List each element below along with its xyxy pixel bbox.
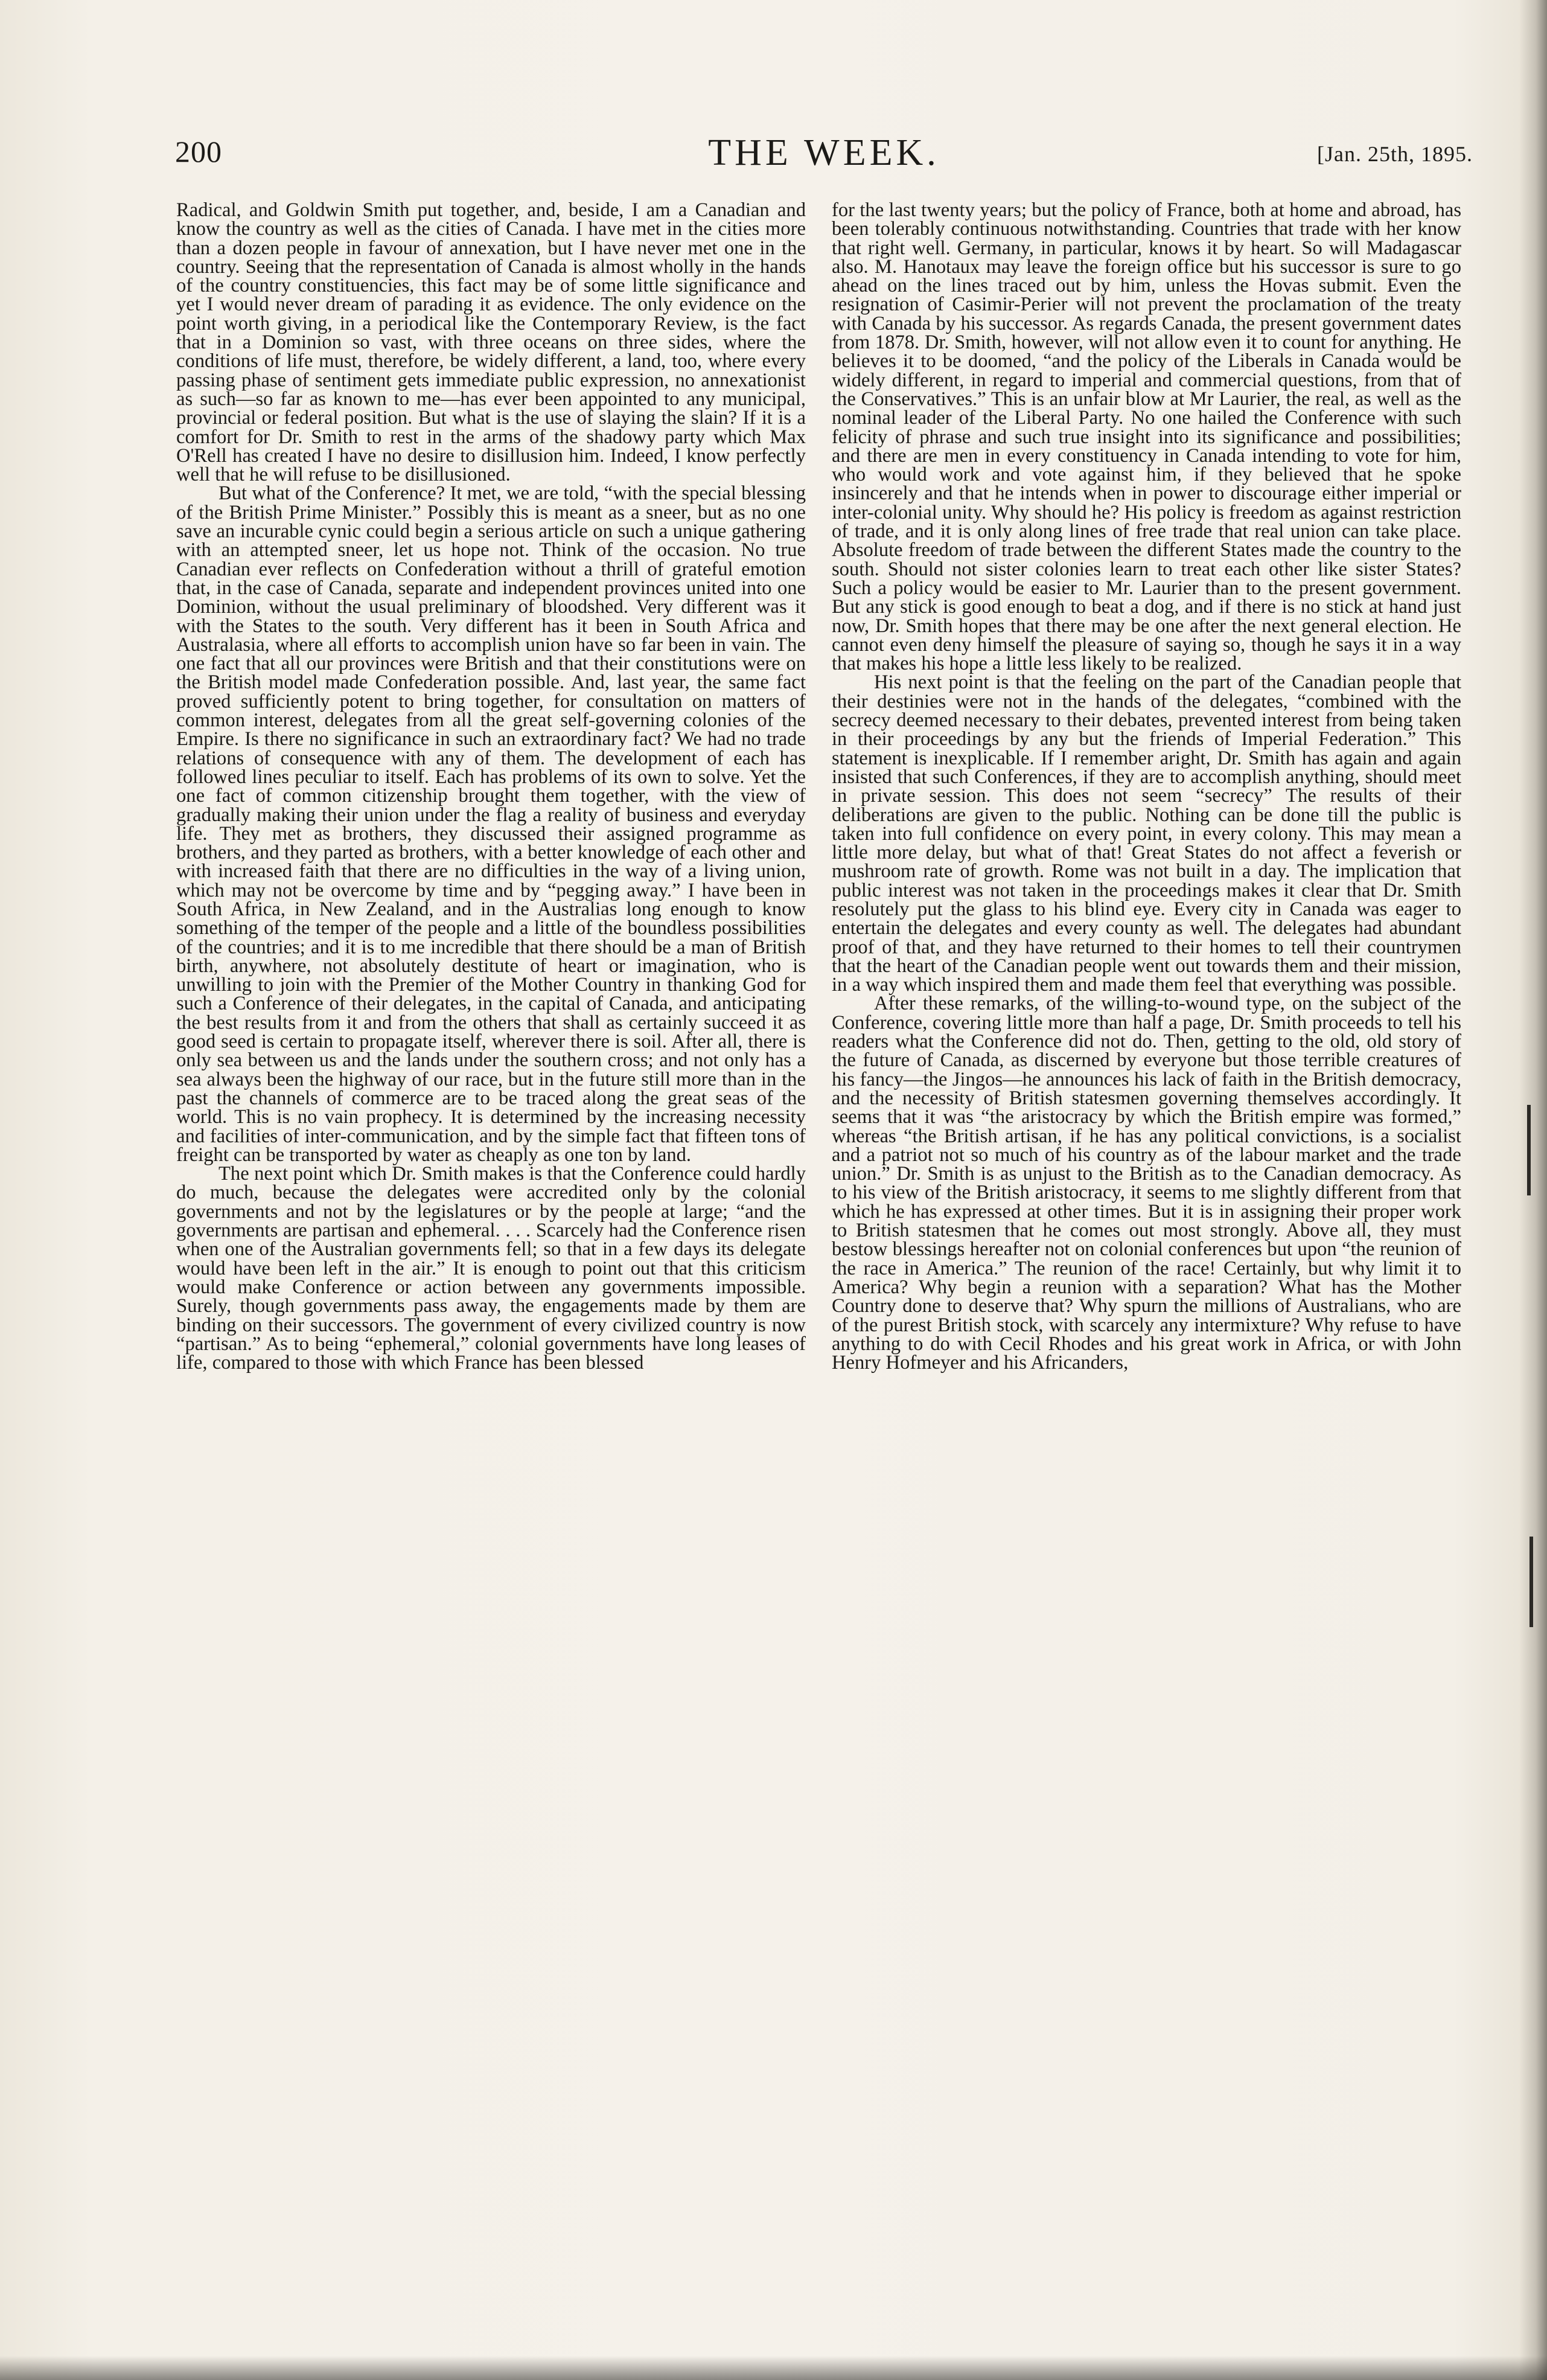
paragraph: But what of the Conference? It met, we are told, “with the special blessing of the British Prime Minister.” Possibly this is meant as a sneer, but as no one save an incurable cynic could begin a serious article on such a unique gathering with an attempted sneer, let us hope not. Think of the occasion. No true Canadian ever reflects on Confederation without a thrill of grateful emotion that, in the case of Canada, separate and independent provinces united into one Dominion, without the usual preliminary of bloodshed. Very different was it with the States to the south. Very different has it been in South Africa and Australasia, where all efforts to accomplish union have so far been in vain. The one fact that all our provinces were British and that their constitutions were on the British model made Confederation possible. And, last year, the same fact proved sufficiently potent to bring together, for consultation on matters of common interest, delegates from all the great self-governing colonies of the Empire. Is there no significance in such an extraordinary fact? We had no trade relations of consequence with any of them. The development of each has followed lines peculiar to itself. Each has problems of its own to solve. Yet the one fact of common citizenship brought them together, with the view of gradually making their union under the flag a reality of business and everyday life. They met as brothers, they discussed their assigned programme as brothers, and they parted as brothers, with a better knowledge of each other and with increased faith that there are no difficulties in the way of a living union, which may not be overcome by time and by “pegging away.” I have been in South Africa, in New Zealand, and in the Australias long enough to know something of the temper of the people and a little of the boundless possibilities of the countries; and it is to me incredible that there should be a man of British birth, anywhere, not absolutely destitute of heart or imagination, who is unwilling to join with the Premier of the Mother Country in thanking God for such a Conference of their delegates, in the capital of Canada, and anticipating the best results from it and from the others that shall as certainly succeed it as good seed is certain to propagate itself, wherever there is soil. After all, there is only sea between us and the lands under the southern cross; and not only has a sea always been the highway of our race, but in the future still more than in the past the channels of commerce are to be traced along the great seas of the world. This is no vain prophecy. It is determined by the increasing necessity and facilities of inter-communication, and by the simple fact that fifteen tons of freight can be transported by water as cheaply as one ton by land. [176, 482, 806, 1166]
journal-title: THE WEEK. [708, 132, 940, 173]
left-column [176, 201, 806, 2338]
paragraph: The next point which Dr. Smith makes is that the Conference could hardly do much, because the delegates were accredited only by the colonial governments and not by the legislatures or by the people at large; “and the governments are partisan and ephemeral. . . . Scarcely had the Conference risen when one of the Australian governments fell; so that in a few days its delegate would have been left in the air.” It is enough to point out that this criticism would make Conference or action between any governments impossible. Surely, though governments pass away, the engagements made by them are binding on their successors. The government of every civilized country is now “partisan.” As to being “ephemeral,” colonial governments have long leases of life, compared to those with which France has been blessed [176, 1163, 806, 1374]
paragraph: After these remarks, of the willing-to-wound type, on the subject of the Conference, covering little more than half a page, Dr. Smith proceeds to tell his readers what the Conference did not do. Then, getting to the old, old story of the future of Canada, as discerned by everyone but those terrible creatures of his fancy—the Jingos—he announces his lack of faith in the British democracy, and the necessity of British statesmen governing themselves accordingly. It seems that it was “the aristocracy by which the British empire was formed,” whereas “the British artisan, if he has any political convictions, is a socialist and a patriot not so much of his country as of the labour market and the trade union.” Dr. Smith is as unjust to the British as to the Canadian democracy. As to his view of the British aristocracy, it seems to me slightly different from that which he has expressed at other times. But it is in assigning their proper work to British statesmen that he comes out most strongly. Above all, they must bestow blessings hereafter not on colonial conferences but upon “the reunion of the race in America.” The reunion of the race! Certainly, but why limit it to America? Why begin a reunion with a separation? What has the Mother Country done to deserve that? Why spurn the millions of Australians, who are of the purest British stock, with scarcely any intermixture? Why refuse to have anything to do with Cecil Rhodes and his great work in Africa, or with John Henry Hofmeyer and his Africanders, [832, 993, 1461, 1374]
margin-bracket-mark [1527, 1105, 1531, 1195]
page-bottom-shadow [0, 2356, 1547, 2380]
paragraph: for the last twenty years; but the policy of France, both at home and abroad, has been tolerably continuous notwithstanding. Countries that trade with her know that right well. Germany, in particular, knows it by heart. So will Madagascar also. M. Hanotaux may leave the foreign office but his successor is sure to go ahead on the lines traced out by him, unless the Hovas submit. Even the resignation of Casimir-Perier will not prevent the proclamation of the treaty with Canada by his successor. As regards Canada, the present government dates from 1878. Dr. Smith, however, will not allow even it to count for anything. He believes it to be doomed, “and the policy of the Liberals in Canada would be widely different, in regard to imperial and commercial questions, from that of the Conservatives.” This is an unfair blow at Mr Laurier, the real, as well as the nominal leader of the Liberal Party. No one hailed the Conference with such felicity of phrase and such true insight into its significance and possibilities; and there are men in every constituency in Canada intending to vote for him, who would work and vote against him, if they believed that he spoke insincerely and that he intends when in power to discourage either imperial or inter-colonial unity. Why should he? His policy is freedom as against restriction of trade, and it is only along lines of free trade that real union can take place. Absolute freedom of trade between the different States made the country to the south. Should not sister colonies learn to treat each other like sister States? Such a policy would be easier to Mr. Laurier than to the present government. But any stick is good enough to beat a dog, and if there is no stick at hand just now, Dr. Smith hopes that there may be one after the next general election. He cannot even deny himself the pleasure of saying so, though he says it in a way that makes his hope a little less likely to be realized. [832, 201, 1461, 675]
page-edge-shadow [1519, 0, 1547, 2380]
page-number: 200 [175, 135, 222, 168]
margin-bracket-mark [1529, 1537, 1533, 1627]
issue-date: [Jan. 25th, 1895. [1317, 142, 1473, 166]
paragraph: Radical, and Goldwin Smith put together, and, beside, I am a Canadian and know the country as well as the cities of Canada. I have met in the cities more than a dozen people in favour of annexation, but I have never met one in the country. Seeing that the representation of Canada is almost wholly in the hands of the country constituencies, this fact may be of some little significance and yet I would never dream of parading it as evidence. The only evidence on the point worth giving, in a periodical like the Contemporary Review, is the fact that in a Dominion so vast, with three oceans on three sides, where the conditions of life must, therefore, be widely different, a land, too, where every passing phase of sentiment gets immediate public expression, no annexationist as such—so far as known to me—has ever been appointed to any municipal, provincial or federal position. But what is the use of slaying the slain? If it is a comfort for Dr. Smith to rest in the arms of the shadowy party which Max O'Rell has created I have no desire to disillusion him. Indeed, I know perfectly well that he will refuse to be disillusioned. [176, 201, 806, 486]
right-column [832, 201, 1461, 2338]
paragraph: His next point is that the feeling on the part of the Canadian people that their destinies were not in the hands of the delegates, “combined with the secrecy deemed necessary to their debates, prevented interest from being taken in their proceedings by any but the friends of Imperial Federation.” This statement is inexplicable. If I remember aright, Dr. Smith has again and again insisted that such Conferences, if they are to accomplish anything, should meet in private session. This does not seem “secrecy” The results of their deliberations are given to the public. Nothing can be done till the public is taken into full confidence on every point, in every colony. This may mean a little more delay, but what of that! Great States do not affect a feverish or mushroom rate of growth. Rome was not built in a day. The implication that public interest was not taken in the proceedings makes it clear that Dr. Smith resolutely put the glass to his blind eye. Every city in Canada was eager to entertain the delegates and every county as well. The delegates had abundant proof of that, and they have returned to their homes to tell their countrymen that the heart of the Canadian people went out towards them and their mission, in a way which inspired them and made them feel that everything was possible. [832, 671, 1461, 996]
page-header [175, 134, 1473, 182]
